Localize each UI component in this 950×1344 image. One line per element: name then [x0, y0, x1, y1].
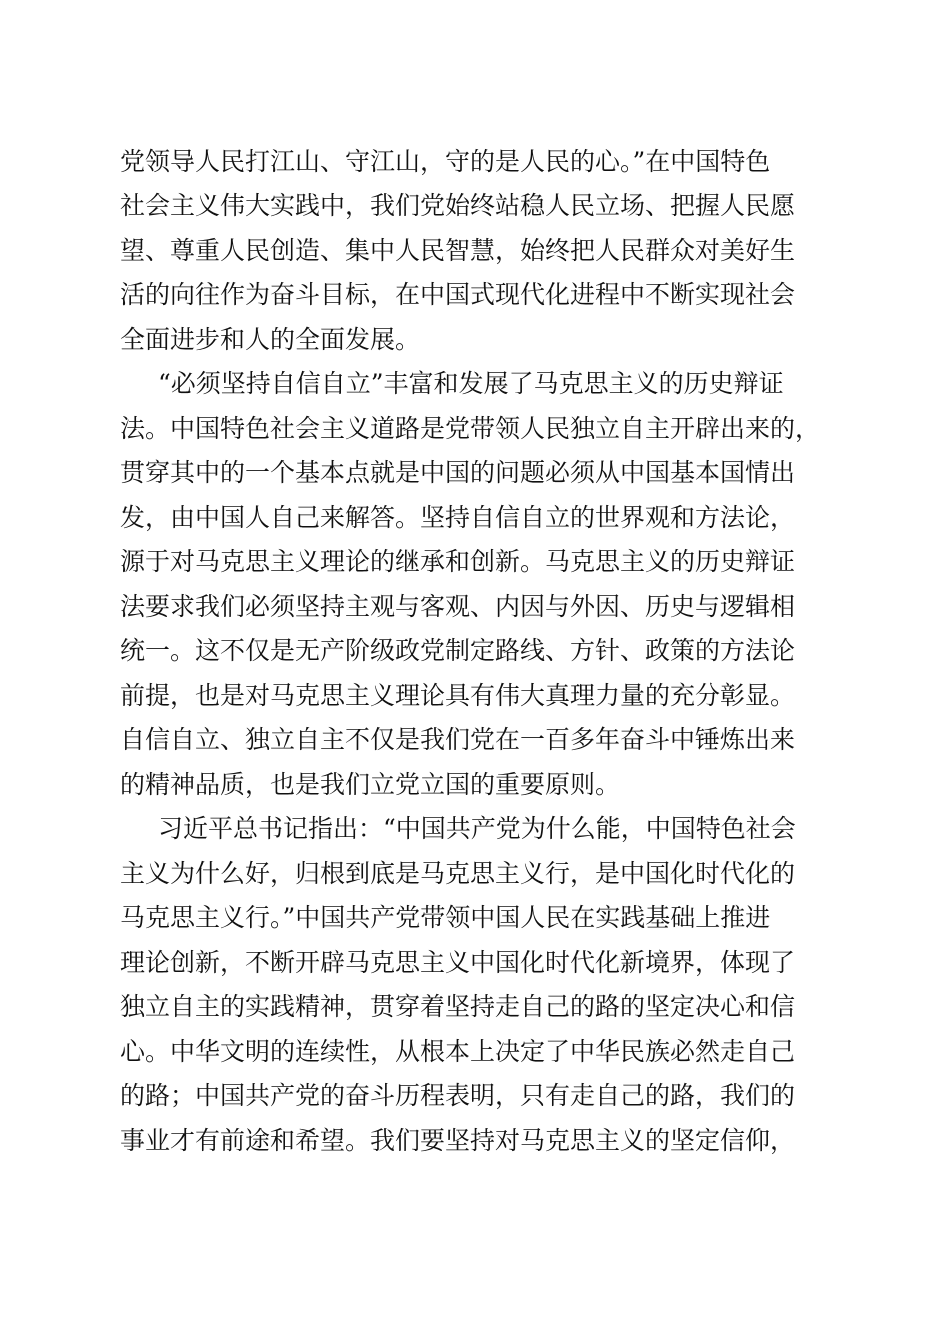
text-line: 马克思主义行。”中国共产党带领中国人民在实践基础上推进	[120, 903, 771, 932]
text-line: 前提，也是对马克思主义理论具有伟大真理力量的充分彰显。	[120, 681, 796, 710]
text-line: 心。中华文明的连续性，从根本上决定了中华民族必然走自己	[120, 1037, 796, 1066]
text-line: 社会主义伟大实践中，我们党始终站稳人民立场、把握人民愿	[120, 191, 796, 220]
text-line: 望、尊重人民创造、集中人民智慧，始终把人民群众对美好生	[120, 236, 796, 265]
text-line: 习近平总书记指出：“中国共产党为什么能，中国特色社会	[158, 814, 796, 843]
text-line: “必须坚持自信自立”丰富和发展了马克思主义的历史辩证	[158, 369, 784, 398]
text-line: 的路；中国共产党的奋斗历程表明，只有走自己的路，我们的	[120, 1081, 796, 1110]
text-line: 活的向往作为奋斗目标，在中国式现代化进程中不断实现社会	[120, 280, 796, 309]
text-line: 独立自主的实践精神，贯穿着坚持走自己的路的坚定决心和信	[120, 992, 796, 1021]
text-line: 自信自立、独立自主不仅是我们党在一百多年奋斗中锤炼出来	[120, 725, 796, 754]
text-line: 事业才有前途和希望。我们要坚持对马克思主义的坚定信仰，	[120, 1126, 796, 1155]
text-line: 主义为什么好，归根到底是马克思主义行，是中国化时代化的	[120, 859, 796, 888]
text-line: 的精神品质，也是我们立党立国的重要原则。	[120, 770, 621, 799]
text-line: 法。中国特色社会主义道路是党带领人民独立自主开辟出来的，	[120, 414, 821, 443]
text-line: 法要求我们必须坚持主观与客观、内因与外因、历史与逻辑相	[120, 592, 796, 621]
text-line: 全面进步和人的全面发展。	[120, 325, 421, 354]
text-line: 党领导人民打江山、守江山，守的是人民的心。”在中国特色	[120, 147, 771, 176]
text-line: 发，由中国人自己来解答。坚持自信自立的世界观和方法论，	[120, 503, 796, 532]
text-line: 理论创新，不断开辟马克思主义中国化时代化新境界，体现了	[120, 948, 796, 977]
text-line: 源于对马克思主义理论的继承和创新。马克思主义的历史辩证	[120, 547, 796, 576]
text-line: 贯穿其中的一个基本点就是中国的问题必须从中国基本国情出	[120, 458, 796, 487]
text-line: 统一。这不仅是无产阶级政党制定路线、方针、政策的方法论	[120, 636, 796, 665]
